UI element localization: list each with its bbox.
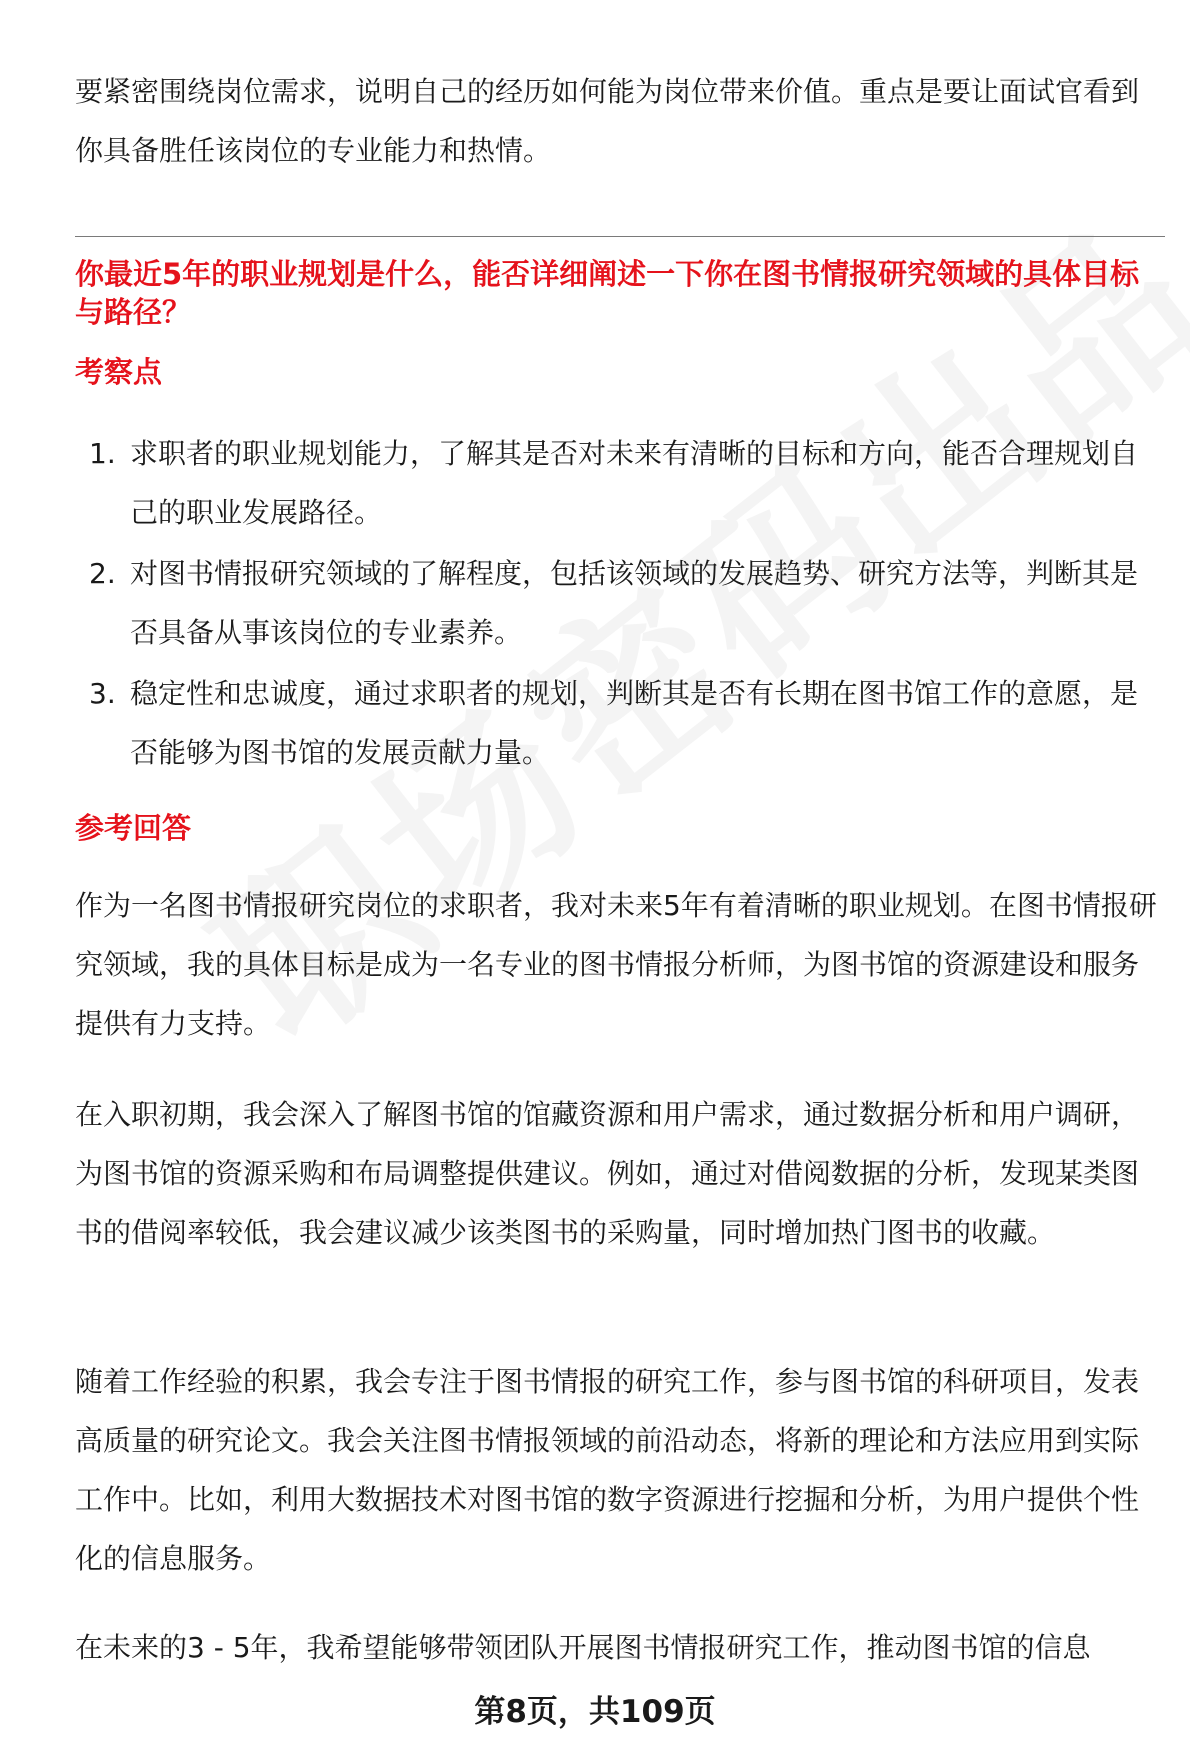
answer-paragraph: 随着工作经验的积累，我会专注于图书情报的研究工作，参与图书馆的科研项目，发表高质量的研究论文。我会关注图书情报领域的前沿动态，将新的理论和方法应用到实际工作中。比如，利用大数据技术对图书馆的数字资源进行挖掘和分析，为用户提供个性化的信息服务。	[75, 1365, 1140, 1575]
answer-paragraph: 在未来的3 - 5年，我希望能够带领团队开展图书情报研究工作，推动图书馆的信息	[75, 1631, 1091, 1664]
key-point-number: 3.	[89, 677, 116, 710]
key-point-item	[75, 544, 1165, 662]
answer-paragraph: 在入职初期，我会深入了解图书馆的馆藏资源和用户需求，通过数据分析和用户调研，为图书馆的资源采购和布局调整提供建议。例如，通过对借阅数据的分析，发现某类图书的借阅率较低，我会建议减少该类图书的采购量，同时增加热门图书的收藏。	[75, 1098, 1140, 1249]
intro-paragraph: 要紧密围绕岗位需求，说明自己的经历如何能为岗位带来价值。重点是要让面试官看到你具备胜任该岗位的专业能力和热情。	[75, 75, 1140, 167]
key-point-item	[75, 424, 1165, 542]
key-point-text: 求职者的职业规划能力，了解其是否对未来有清晰的目标和方向，能否合理规划自己的职业发展路径。	[130, 437, 1139, 529]
answer-heading: 参考回答	[75, 811, 192, 845]
key-point-text: 对图书情报研究领域的了解程度，包括该领域的发展趋势、研究方法等，判断其是否具备从事该岗位的专业素养。	[130, 557, 1139, 649]
answer-paragraph: 作为一名图书情报研究岗位的求职者，我对未来5年有着清晰的职业规划。在图书情报研究领域，我的具体目标是成为一名专业的图书情报分析师，为图书馆的资源建设和服务提供有力支持。	[75, 889, 1157, 1040]
key-point-item	[75, 664, 1165, 782]
question-title: 你最近5年的职业规划是什么，能否详细阐述一下你在图书情报研究领域的具体目标与路径？	[75, 257, 1140, 329]
key-point-number: 1.	[89, 437, 116, 470]
key-point-number: 2.	[89, 557, 116, 590]
page-number-footer: 第8页，共109页	[474, 1694, 716, 1730]
section-divider	[75, 236, 1165, 237]
key-point-text: 稳定性和忠诚度，通过求职者的规划，判断其是否有长期在图书馆工作的意愿，是否能够为图书馆的发展贡献力量。	[130, 677, 1139, 769]
key-points-heading: 考察点	[75, 355, 163, 389]
key-points-list	[75, 424, 1165, 784]
